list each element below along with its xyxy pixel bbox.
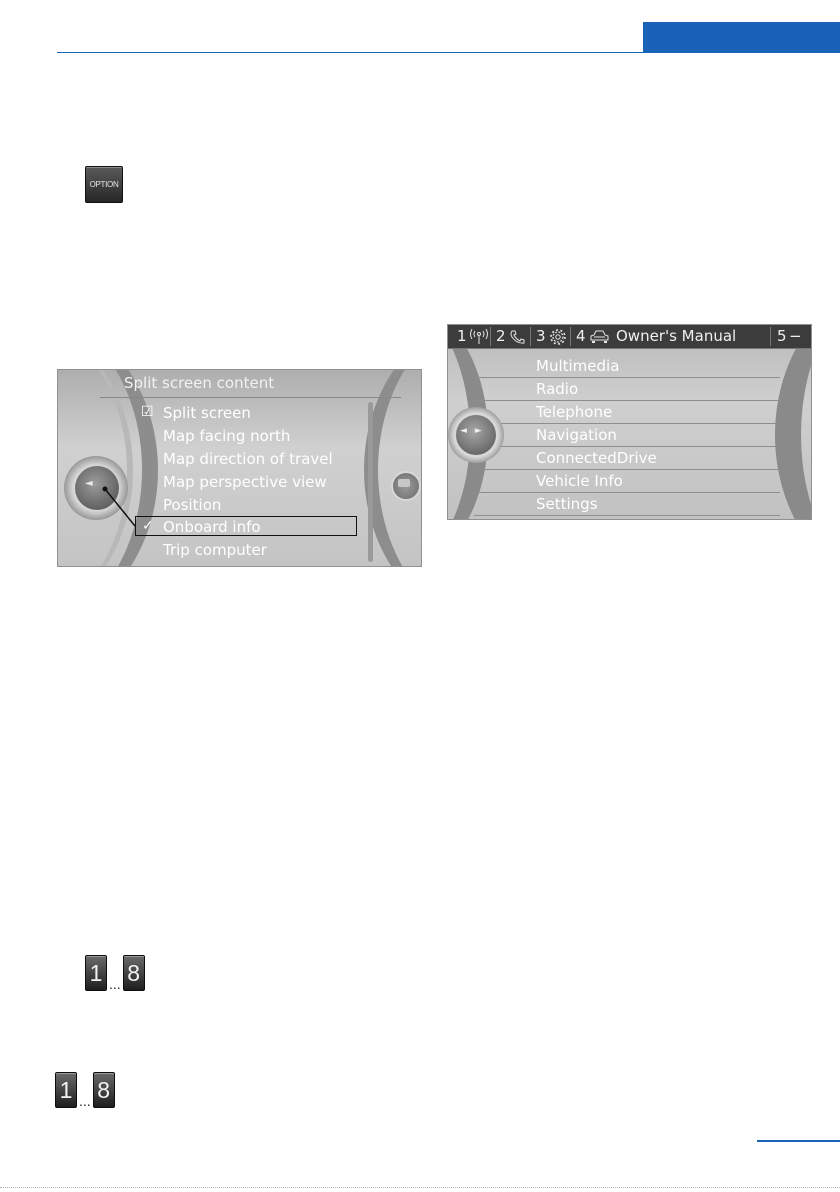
tab-separator [770,327,771,346]
tab-separator [530,327,531,346]
option-button[interactable]: OPTION [85,166,123,203]
tab-3-number[interactable]: 3 [536,327,546,345]
key-1-button[interactable]: 1 [55,1072,77,1108]
programmable-keys-row [55,1072,115,1108]
row-divider [474,492,780,493]
checkmark-icon: ✓ [142,518,154,534]
tab-separator [570,327,571,346]
row-divider [474,515,780,516]
menu-item-multimedia[interactable]: Multimedia [536,357,620,375]
phone-icon [509,329,527,345]
bottom-dotted-rule [0,1187,840,1188]
checkbox-checked-icon[interactable]: ☑ [141,404,154,420]
menu-item-connecteddrive[interactable]: ConnectedDrive [536,449,657,467]
row-divider [474,423,780,424]
right-arc-decoration [775,324,812,520]
menu-item-vehicle-info[interactable]: Vehicle Info [536,472,623,490]
split-screen-content-display [57,369,422,567]
dash-icon: − [789,327,802,345]
tab-1-number[interactable]: 1 [457,327,467,345]
tab-5-number[interactable]: 5 [777,327,787,345]
menu-item-map-perspective-view[interactable]: Map perspective view [163,473,327,491]
left-arrow-icon: ◄ [85,478,93,489]
menu-item-split-screen[interactable]: Split screen [163,404,251,422]
menu-item-telephone[interactable]: Telephone [536,403,613,421]
menu-item-settings[interactable]: Settings [536,495,598,513]
gear-icon [549,328,567,346]
menu-item-map-direction-of-travel[interactable]: Map direction of travel [163,450,333,468]
menu-item-map-facing-north[interactable]: Map facing north [163,427,291,445]
tab-owners-manual[interactable]: Owner's Manual [616,327,737,345]
menu-item-position[interactable]: Position [163,496,222,514]
car-icon [589,329,610,345]
row-divider [474,446,780,447]
menu-item-onboard-info[interactable]: Onboard info [163,518,261,536]
programmable-keys-row [85,955,145,991]
key-1-button[interactable]: 1 [85,955,107,991]
menu-item-radio[interactable]: Radio [536,380,579,398]
tab-bar [448,325,811,349]
left-right-arrows-icon: ◄► [460,426,490,436]
key-range-ellipsis: ... [79,1093,91,1109]
tab-2-number[interactable]: 2 [496,327,506,345]
key-8-button[interactable]: 8 [123,955,145,991]
tab-4-number[interactable]: 4 [576,327,586,345]
tab-separator [490,327,491,346]
row-divider [474,400,780,401]
key-range-ellipsis: ... [109,976,121,992]
footer-rule [757,1140,840,1142]
antenna-icon [469,328,489,345]
main-menu-display [447,324,812,520]
header-tab [643,22,840,53]
menu-item-navigation[interactable]: Navigation [536,426,617,444]
screen-title: Split screen content [124,374,275,392]
callout-pointer [58,370,421,566]
row-divider [474,377,780,378]
key-8-button[interactable]: 8 [93,1072,115,1108]
row-divider [474,469,780,470]
menu-item-trip-computer[interactable]: Trip computer [163,541,267,559]
